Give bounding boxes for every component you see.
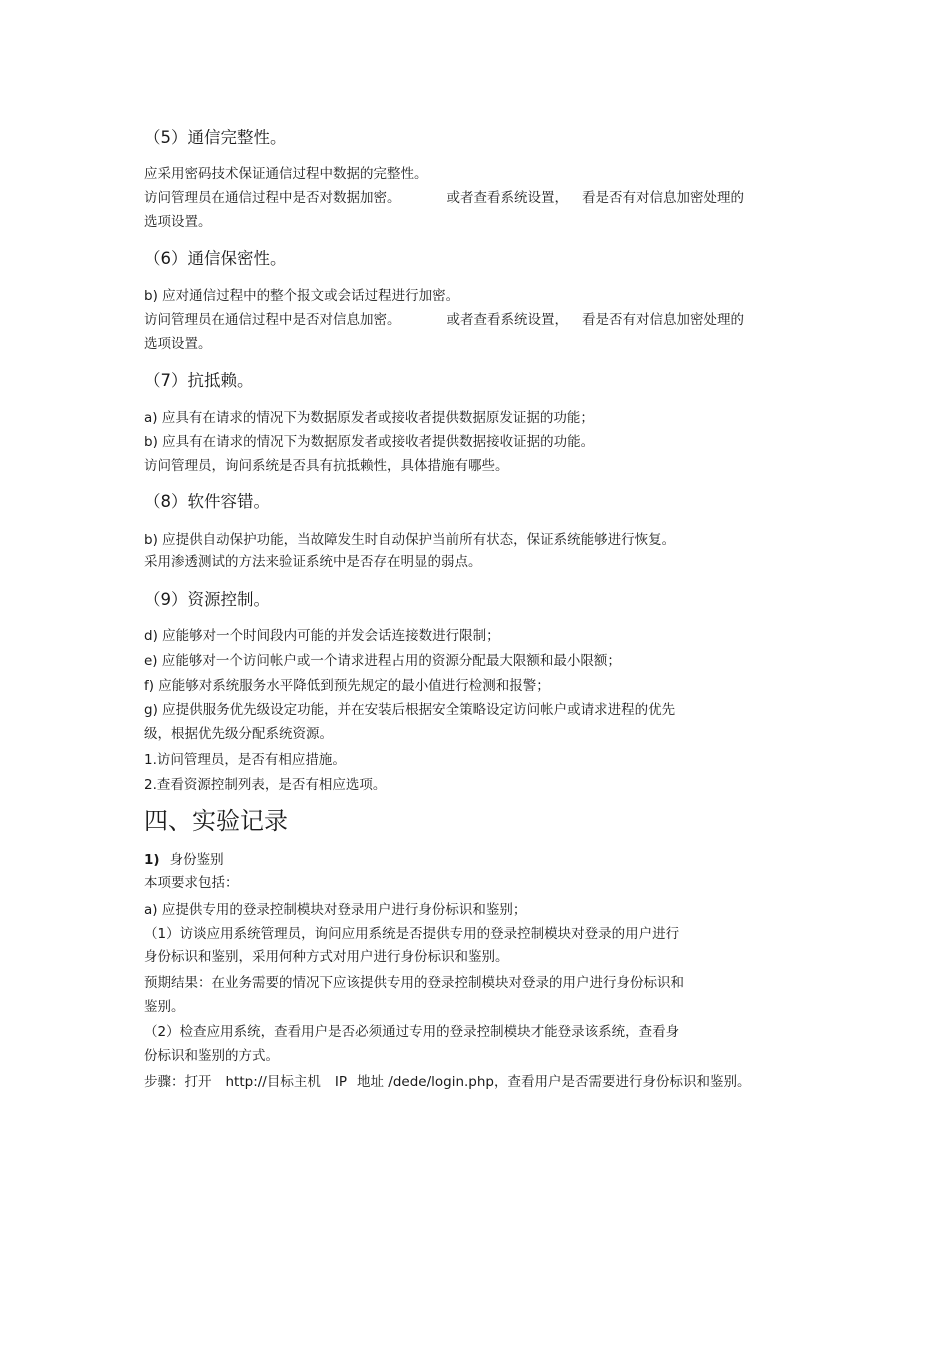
paragraph-line: 2.查看资源控制列表，是否有相应选项。 xyxy=(144,777,387,793)
paragraph-line: d) 应能够对一个时间段内可能的并发会话连接数进行限制； xyxy=(144,628,500,644)
step-line xyxy=(144,1073,751,1091)
paragraph-line: 采用渗透测试的方法来验证系统中是否存在明显的弱点。 xyxy=(144,554,482,570)
paragraph-line: a) 应具有在请求的情况下为数据原发者或接收者提供数据原发证据的功能； xyxy=(144,410,594,426)
url-segment: http:// xyxy=(225,1074,267,1090)
text-segment: 目标主机 xyxy=(266,1074,321,1090)
text-segment: 访问管理员在通信过程中是否对信息加密。 xyxy=(144,312,401,328)
heading-communication-integrity: （5）通信完整性。 xyxy=(144,128,287,147)
heading-non-repudiation: （7）抗抵赖。 xyxy=(144,371,254,390)
subheading-number: 1) xyxy=(144,852,160,868)
paragraph-line: （2）检查应用系统，查看用户是否必须通过专用的登录控制模块才能登录该系统，查看身 xyxy=(144,1024,680,1040)
paragraph-line: b) 应具有在请求的情况下为数据原发者或接收者提供数据接收证据的功能。 xyxy=(144,434,595,450)
heading-communication-confidentiality: （6）通信保密性。 xyxy=(144,249,287,268)
text-segment: 看是否有对信息加密处理的 xyxy=(582,190,744,206)
paragraph-line: g) 应提供服务优先级设定功能，并在安装后根据安全策略设定访问帐户或请求进程的优先 xyxy=(144,702,676,718)
heading-resource-control: （9）资源控制。 xyxy=(144,590,270,609)
paragraph-line: 选项设置。 xyxy=(144,214,212,230)
text-segment: 或者查看系统设置， xyxy=(446,190,568,206)
paragraph-line: 本项要求包括： xyxy=(144,875,239,891)
paragraph-line: 访问管理员，询问系统是否具有抗抵赖性，具体措施有哪些。 xyxy=(144,458,509,474)
paragraph-line xyxy=(144,311,744,329)
paragraph-line: 选项设置。 xyxy=(144,336,212,352)
paragraph-line: b) 应对通信过程中的整个报文或会话过程进行加密。 xyxy=(144,288,460,304)
paragraph-line: f) 应能够对系统服务水平降低到预先规定的最小值进行检测和报警； xyxy=(144,678,550,694)
paragraph-line: a) 应提供专用的登录控制模块对登录用户进行身份标识和鉴别； xyxy=(144,902,527,918)
paragraph-line xyxy=(144,189,744,207)
heading-fault-tolerance: （8）软件容错。 xyxy=(144,492,270,511)
paragraph-line: b) 应提供自动保护功能，当故障发生时自动保护当前所有状态，保证系统能够进行恢复。 xyxy=(144,532,676,548)
paragraph-line: 1.访问管理员，是否有相应措施。 xyxy=(144,752,346,768)
paragraph-line: 鉴别。 xyxy=(144,999,185,1015)
paragraph-line: 预期结果：在业务需要的情况下应该提供专用的登录控制模块对登录的用户进行身份标识和 xyxy=(144,975,684,991)
text-segment: 或者查看系统设置， xyxy=(446,312,568,328)
text-segment: 步骤：打开 xyxy=(144,1074,212,1090)
paragraph-line: 级，根据优先级分配系统资源。 xyxy=(144,726,333,742)
subheading-identity-authentication xyxy=(144,851,224,869)
heading-experiment-record: 四、实验记录 xyxy=(144,807,288,835)
text-segment: 访问管理员在通信过程中是否对数据加密。 xyxy=(144,190,401,206)
paragraph-line: （1）访谈应用系统管理员，询问应用系统是否提供专用的登录控制模块对登录的用户进行 xyxy=(144,926,680,942)
text-segment: 地址 /dede/login.php，查看用户是否需要进行身份标识和鉴别。 xyxy=(356,1074,751,1090)
paragraph-line: 份标识和鉴别的方式。 xyxy=(144,1048,279,1064)
paragraph-line: 应采用密码技术保证通信过程中数据的完整性。 xyxy=(144,166,428,182)
subheading-title: 身份鉴别 xyxy=(169,852,224,868)
paragraph-line: e) 应能够对一个访问帐户或一个请求进程占用的资源分配最大限额和最小限额； xyxy=(144,653,621,669)
paragraph-line: 身份标识和鉴别，采用何种方式对用户进行身份标识和鉴别。 xyxy=(144,949,509,965)
text-segment: IP xyxy=(334,1074,347,1090)
text-segment: 看是否有对信息加密处理的 xyxy=(582,312,744,328)
